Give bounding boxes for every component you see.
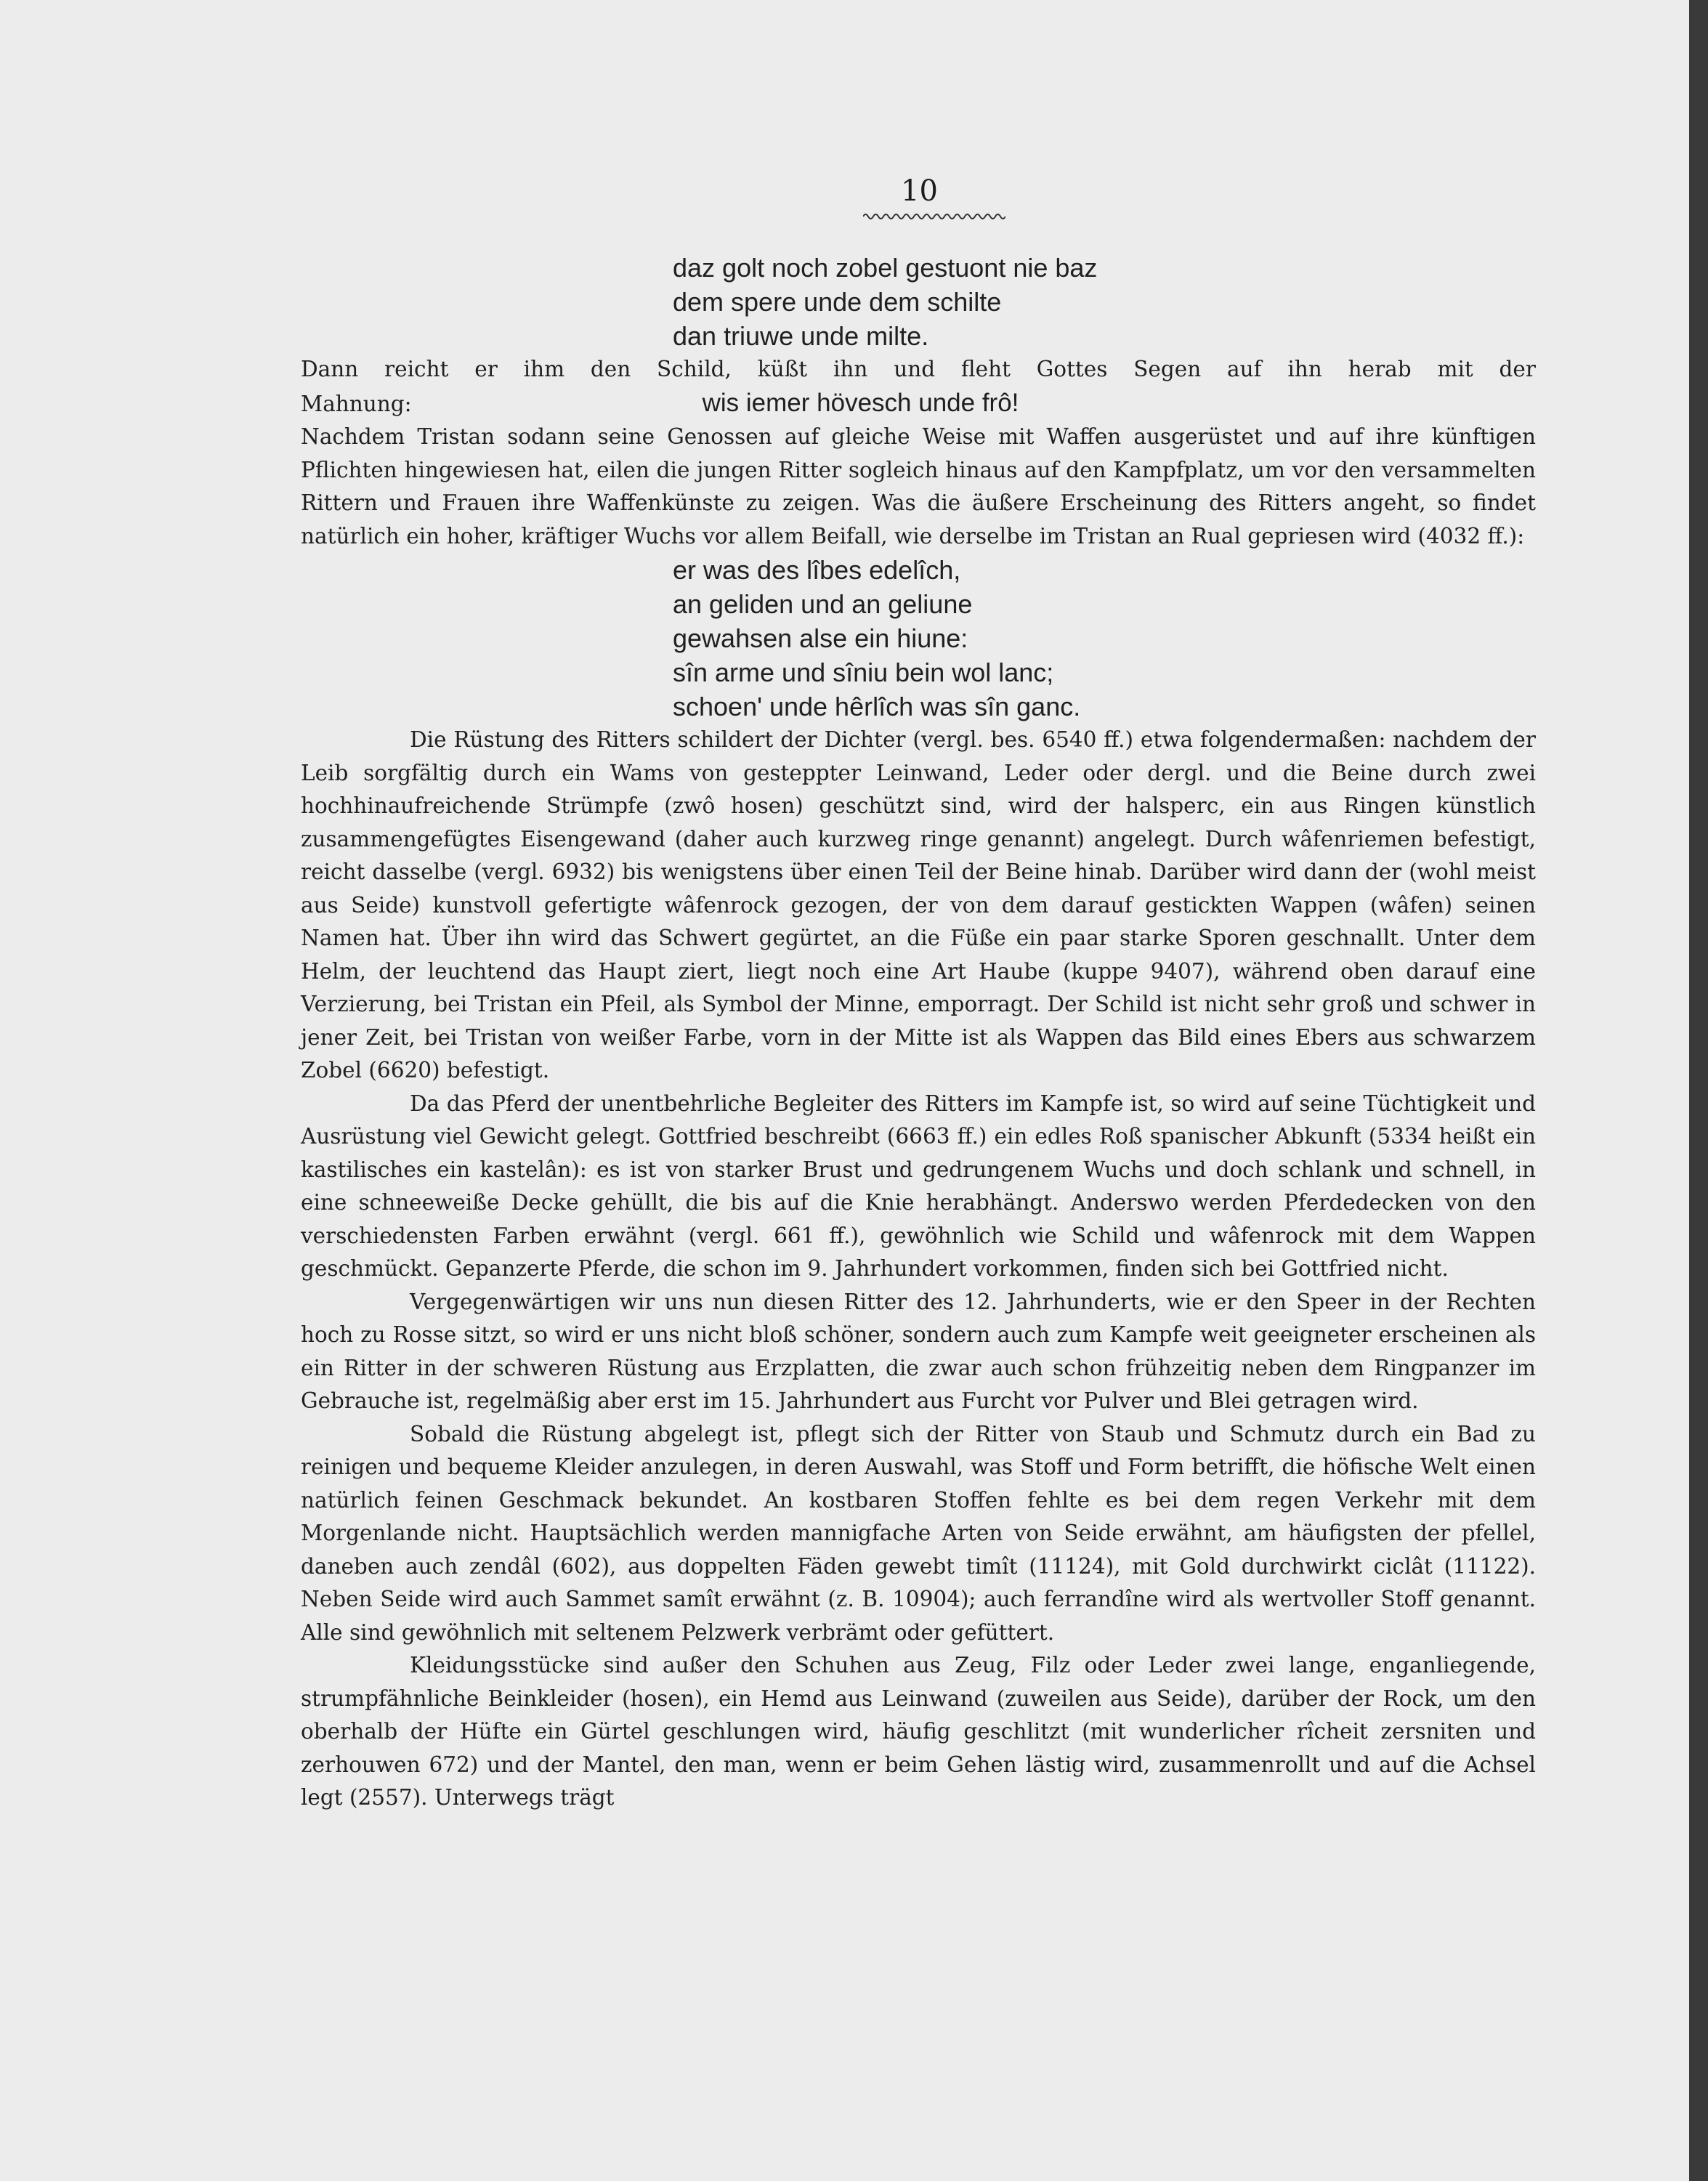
verse-line: schoen' unde hêrlîch was sîn ganc. <box>673 692 1081 721</box>
inline-verse-quote: wis iemer hövesch unde frô! <box>702 388 1019 417</box>
paragraph-3: Die Rüstung des Ritters schildert der Dichter (vergl. bes. 6540 ff.) etwa folgendermaßen: nachdem der Leib sorgfältig durch ein Wams von gesteppter Leinwand, Leder oder dergl. und die Beine durch zwei hochhinaufreichende Strümpfe (zwô hosen) geschützt sind, wird der halsperc, ein aus Ringen künstlich zusammengefügtes Eisengewand (daher auch kurzweg ringe genannt) angelegt. Durch wâfenriemen befestigt, reicht dasselbe (vergl. 6932) bis wenigstens über einen Teil der Beine hinab. Darüber wird dann der (wohl meist aus Seide) kunstvoll gefertigte wâfenrock gezogen, der von dem darauf gestickten Wappen (wâfen) seinen Namen hat. Über ihn wird das Schwert gegürtet, an die Füße ein paar starke Sporen geschnallt. Unter dem Helm, der leuchtend das Haupt ziert, liegt noch eine Art Haube (kuppe 9407), während oben darauf eine Verzierung, bei Tristan ein Pfeil, als Symbol der Minne, emporragt. Der Schild ist nicht sehr groß und schwer in jener Zeit, bei Tristan von weißer Farbe, vorn in der Mitte ist als Wappen das Bild eines Ebers aus schwarzem Zobel (6620) befestigt. <box>301 727 1536 1083</box>
verse-line: dan triuwe unde milte. <box>673 321 929 351</box>
paragraph-6: Sobald die Rüstung abgelegt ist, pflegt sich der Ritter von Staub und Schmutz durch ein Bad zu reinigen und bequeme Kleider anzulegen, in deren Auswahl, was Stoff und Form betrifft, die höfische Welt einen natürlich feinen Geschmack bekundet. An kostbaren Stoffen fehlte es bei dem regen Verkehr mit dem Morgenlande nicht. Hauptsächlich werden mannigfache Arten von Seide erwähnt, am häufigsten der pfellel, daneben auch zendâl (602), aus doppelten Fäden gewebt timît (11124), mit Gold durchwirkt ciclât (11122). Neben Seide wird auch Sammet samît erwähnt (z. B. 10904); auch ferrandîne wird als wertvoller Stoff genannt. Alle sind gewöhnlich mit seltenem Pelzwerk verbrämt oder gefüttert. <box>301 1421 1536 1645</box>
paragraph-7: Kleidungsstücke sind außer den Schuhen aus Zeug, Filz oder Leder zwei lange, enganliegende, strumpfähnliche Beinkleider (hosen), ein Hemd aus Leinwand (zuweilen aus Seide), darüber der Rock, um den oberhalb der Hüfte ein Gürtel geschlungen wird, häufig geschlitzt (mit wunderlicher rîcheit zersniten und zerhouwen 672) und der Mantel, den man, wenn er beim Gehen lästig wird, zusammenrollt und auf die Achsel legt (2557). Unterwegs trägt <box>301 1653 1536 1810</box>
paragraph-5: Vergegenwärtigen wir uns nun diesen Ritter des 12. Jahrhunderts, wie er den Speer in der Rechten hoch zu Rosse sitzt, so wird er uns nicht bloß schöner, sondern auch zum Kampfe weit geeigneter erscheinen als ein Ritter in der schweren Rüstung aus Erzplatten, die zwar auch schon frühzeitig neben dem Ringpanzer im Gebrauche ist, regelmäßig aber erst im 15. Jahrhundert aus Furcht vor Pulver und Blei getragen wird. <box>301 1289 1536 1413</box>
verse-quote-2 <box>673 553 1536 724</box>
main-text <box>301 251 1536 1815</box>
paragraph-2: Nachdem Tristan sodann seine Genossen auf gleiche Weise mit Waffen ausgerüstet und auf ihre künftigen Pflichten hingewiesen hat, eilen die jungen Ritter sogleich hinaus auf den Kampfplatz, um vor den versammelten Rittern und Frauen ihre Waffenkünste zu zeigen. Was die äußere Erscheinung des Ritters angeht, so findet natürlich ein hoher, kräftiger Wuchs vor allem Beifall, wie derselbe im Tristan an Rual gepriesen wird (4032 ff.): <box>301 424 1536 549</box>
wavy-rule-ornament <box>863 212 1005 221</box>
verse-line: sîn arme und sîniu bein wol lanc; <box>673 657 1054 687</box>
page-number: 10 <box>901 174 938 208</box>
paragraph-4: Da das Pferd der unentbehrliche Begleiter des Ritters im Kampfe ist, so wird auf seine Tüchtigkeit und Ausrüstung viel Gewicht gelegt. Gottfried beschreibt (6663 ff.) ein edles Roß spanischer Abkunft (5334 heißt ein kastilisches ein kastelân): es ist von starker Brust und gedrungenem Wuchs und doch schlank und schnell, in eine schneeweiße Decke gehüllt, die bis auf die Knie herabhängt. Anderswo werden Pferdedecken von den verschiedensten Farben erwähnt (vergl. 661 ff.), gewöhnlich wie Schild und wâfenrock mit dem Wappen geschmückt. Gepanzerte Pferde, die schon im 9. Jahrhundert vorkommen, finden sich bei Gottfried nicht. <box>301 1090 1536 1281</box>
verse-line: an geliden und an geliune <box>673 589 973 619</box>
verse-quote-1 <box>673 251 1536 353</box>
verse-line: daz golt noch zobel gestuont nie baz <box>673 253 1098 283</box>
paragraph-1 <box>301 353 1536 421</box>
verse-line: gewahsen alse ein hiune: <box>673 623 968 653</box>
paragraph-1-text: Dann reicht er ihm den Schild, küßt ihn und fleht Gottes Segen auf ihn herab mit der Mahnung: <box>301 357 1536 416</box>
verse-line: dem spere unde dem schilte <box>673 287 1002 317</box>
verse-line: er was des lîbes edelîch, <box>673 555 961 585</box>
scan-border <box>1689 0 1708 2181</box>
